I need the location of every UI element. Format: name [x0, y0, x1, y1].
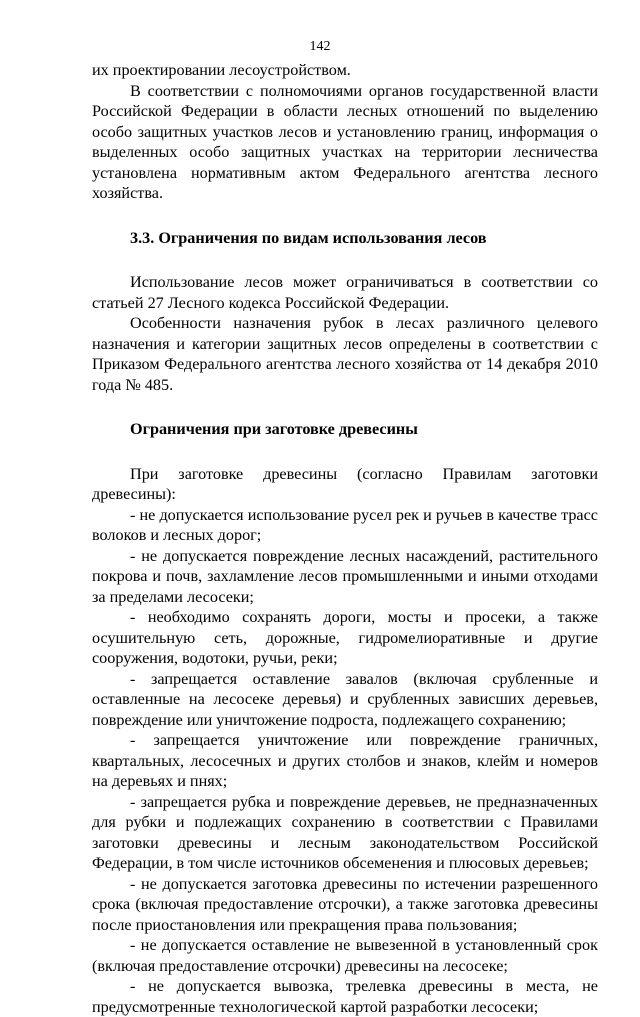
list-intro: При заготовке древесины (согласно Правилам заготовки древесины):: [92, 464, 598, 503]
page-number: 142: [309, 39, 331, 54]
list-item: - необходимо сохранять дороги, мосты и просеки, а также осушительную сеть, дорожные, гидромелиоративные и другие сооружения, водотоки, ручьи, реки;: [92, 608, 598, 667]
subheading: Ограничения при заготовке древесины: [130, 420, 418, 438]
paragraph-continuation: их проектировании лесоустройством.: [92, 61, 351, 79]
list-item: - не допускается использование русел рек и ручьев в качестве трасс волоков и лесных дорог;: [92, 505, 598, 544]
list-item: - не допускается повреждение лесных насаждений, растительного покрова и почв, захламление лесов промышленными и иными отходами за пределами лесосеки;: [92, 546, 598, 606]
list-item: - запрещается оставление завалов (включая срубленные и оставленные на лесосеке деревья) и срубленных зависших деревьев, повреждение или уничтожение подроста, подлежащего сохранению;: [92, 669, 598, 729]
list-item: - не допускается вывозка, трелевка древесины в места, не предусмотренные технологической картой разработки лесосеки;: [92, 977, 598, 1016]
paragraph: Использование лесов может ограничиваться в соответствии со статьей 27 Лесного кодекса Российской Федерации.: [92, 273, 598, 312]
page-body: [92, 60, 598, 1017]
section-heading: 3.3. Ограничения по видам использования лесов: [130, 228, 487, 247]
list-item: - не допускается оставление не вывезенной в установленный срок (включая предоставление отсрочки) древесины на лесосеке;: [92, 936, 598, 975]
paragraph: Особенности назначения рубок в лесах различного целевого назначения и категории защитных лесов определены в соответствии с Приказом Федерального агентства лесного хозяйства от 14 декабря 2010 года № 485.: [92, 314, 598, 394]
list-item: - не допускается заготовка древесины по истечении разрешенного срока (включая предоставление отсрочки), а также заготовка древесины после приостановления или прекращения права пользования;: [92, 874, 598, 934]
list-item: - запрещается рубка и повреждение деревьев, не предназначенных для рубки и подлежащих сохранению в соответствии с Правилами заготовки древесины и лесным законодательством Российской Федерации, в том числе источников обсеменения и плюсовых деревьев;: [92, 792, 598, 872]
list-item: - запрещается уничтожение или повреждение граничных, квартальных, лесосечных и других столбов и знаков, клейм и номеров на деревьях и пнях;: [92, 731, 598, 790]
paragraph: В соответствии с полномочиями органов государственной власти Российской Федерации в области лесных отношений по выделению особо защитных участков лесов и установлению границ, информация о выделенных особо защитных участках на территории лесничества установлена нормативным актом Федерального агентства лесного хозяйства.: [92, 81, 598, 202]
